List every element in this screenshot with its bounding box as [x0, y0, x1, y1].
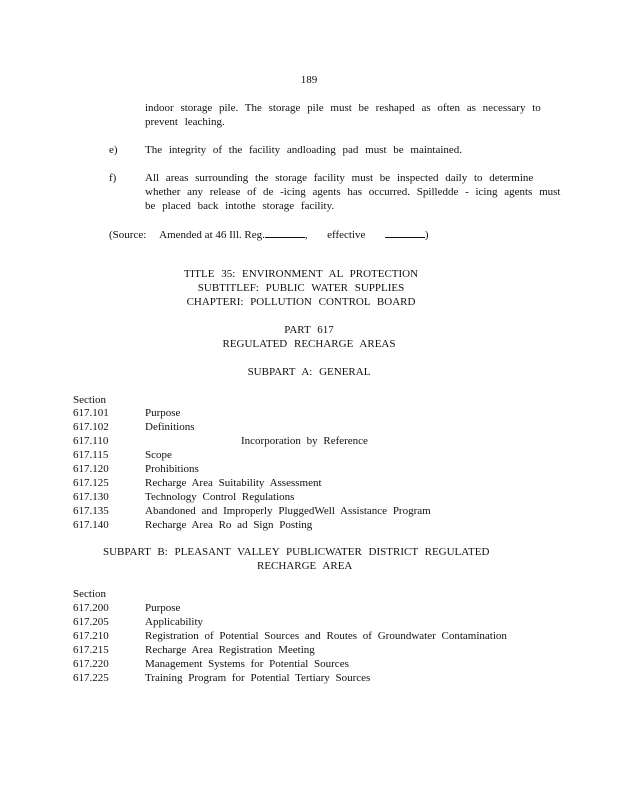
section-label: Section: [73, 394, 106, 406]
section-number: 617.200: [73, 602, 109, 614]
section-number: 617.140: [73, 519, 109, 531]
section-title: Abandoned and Improperly PluggedWell Assistance Program: [145, 505, 431, 517]
item-label-f: f): [109, 172, 117, 184]
section-number: 617.110: [73, 435, 109, 447]
chapter-heading: CHAPTERI: POLLUTION CONTROL BOARD: [186, 296, 416, 308]
section-number: 617.101: [73, 407, 109, 419]
source-open: (Source:: [109, 229, 147, 241]
section-title: Definitions: [145, 421, 195, 433]
section-number: 617.205: [73, 616, 109, 628]
page-number: 189: [300, 74, 318, 86]
section-title: Applicability: [145, 616, 204, 628]
section-title: Prohibitions: [145, 463, 199, 475]
item-label-e: e): [109, 144, 118, 156]
paragraph-line: prevent leaching.: [145, 116, 225, 128]
item-text-f: be placed back intothe storage facility.: [145, 200, 335, 212]
item-text-f: All areas surrounding the storage facility must be inspected daily to determine: [145, 172, 534, 184]
section-title: Scope: [145, 449, 172, 461]
paragraph-line: indoor storage pile. The storage pile must be reshaped as often as necessary to: [145, 102, 541, 114]
section-title: Registration of Potential Sources and Routes of Groundwater Contamination: [145, 630, 507, 642]
item-text-e: The integrity of the facility andloading pad must be maintained.: [145, 144, 463, 156]
section-number: 617.120: [73, 463, 109, 475]
section-title: Management Systems for Potential Sources: [145, 658, 349, 670]
section-title: Technology Control Regulations: [145, 491, 295, 503]
section-title: Recharge Area Suitability Assessment: [145, 477, 322, 489]
section-label: Section: [73, 588, 106, 600]
section-number: 617.215: [73, 644, 109, 656]
section-title: Recharge Area Ro ad Sign Posting: [145, 519, 313, 531]
section-number: 617.102: [73, 421, 109, 433]
subtitle-heading: SUBTITLEF: PUBLIC WATER SUPPLIES: [197, 282, 405, 294]
source-close: ): [424, 229, 429, 241]
section-number: 617.220: [73, 658, 109, 670]
section-number: 617.135: [73, 505, 109, 517]
subpart-b-heading: RECHARGE AREA: [257, 560, 353, 572]
section-title: Incorporation by Reference: [241, 435, 368, 447]
section-title: Purpose: [145, 602, 181, 614]
source-note: [109, 227, 429, 242]
item-text-f: whether any release of de -icing agents has occurred. Spilledde - icing agents must: [145, 186, 561, 198]
title-heading: TITLE 35: ENVIRONMENT AL PROTECTION: [183, 268, 419, 280]
subpart-b-heading: SUBPART B: PLEASANT VALLEY PUBLICWATER DISTRICT REGULATED: [103, 546, 490, 558]
part-name-heading: REGULATED RECHARGE AREAS: [222, 338, 396, 350]
part-heading: PART 617: [284, 324, 334, 336]
section-number: 617.210: [73, 630, 109, 642]
section-number: 617.125: [73, 477, 109, 489]
blank-line: [385, 227, 425, 238]
source-amended: Amended at 46 Ill. Reg.: [159, 229, 265, 241]
source-effective: effective: [327, 229, 366, 241]
section-title: Recharge Area Registration Meeting: [145, 644, 315, 656]
section-title: Purpose: [145, 407, 181, 419]
section-number: 617.225: [73, 672, 109, 684]
section-number: 617.130: [73, 491, 109, 503]
source-comma: ,: [304, 229, 308, 241]
blank-line: [265, 227, 305, 238]
subpart-a-heading: SUBPART A: GENERAL: [247, 366, 371, 378]
section-number: 617.115: [73, 449, 109, 461]
section-title: Training Program for Potential Tertiary Sources: [145, 672, 371, 684]
